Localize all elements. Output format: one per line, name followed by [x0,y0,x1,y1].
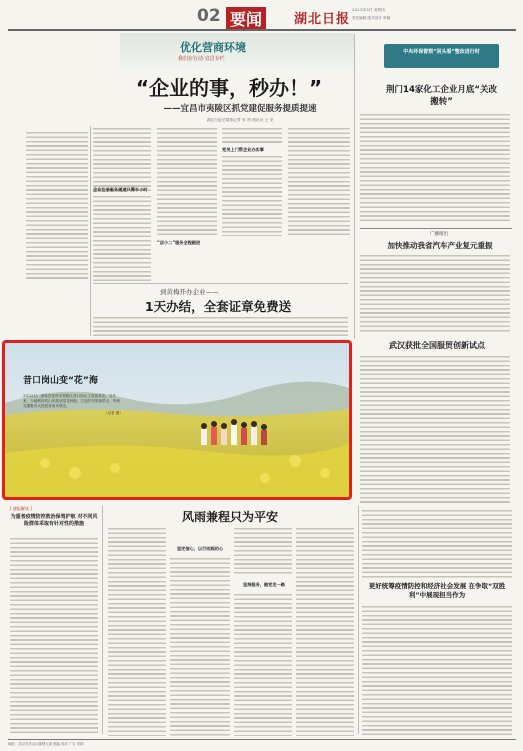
lead-body-col2 [157,126,217,236]
sidebar-mid-headline: 加快推动我省汽车产业复元重振 [387,241,493,250]
lower-center-col4 [296,526,354,736]
sidebar-top-body [360,112,510,222]
newspaper-logo: 湖北日报 [294,12,351,27]
lead-body-col4 [288,126,350,236]
column-rule-right [354,34,355,339]
lead-section-head-2: 党员上门帮企业办实事 [222,147,264,152]
lead-section-head-3: “店小二”服务全程跟进 [157,240,201,245]
lead-section-head-1: 企业注册服务提速只需半小时 [93,187,148,192]
masthead-rule [8,29,516,31]
lower-center-headline: 风雨兼程只为平安 [181,510,278,524]
center-story-kicker: 到黄梅开办企业—— [160,288,219,296]
lead-body-col3 [222,126,282,144]
lead-body-col1b [93,194,151,284]
lead-banner [120,33,355,71]
lower-right-body [362,604,512,736]
lower-center-col1 [108,526,166,736]
photo-credit: （记者 摄） [103,411,123,415]
sidebar-lower-body [360,354,510,504]
center-story-headline: 1天办结，全套证章免费送 [144,299,292,314]
highlighted-photo-feature[interactable] [2,340,352,500]
photo-caption-text: 3月22日，游客在宜昌市夷陵区昔口岗山上赏油菜花。近年来，当地利用荒山发展油菜花种植，打造乡村旅游景点，每到花期吸引大批游客前来观光。 [23,394,121,408]
lead-byline: 湖北日报全媒体记者 张 茜 通讯员 王 安 [206,118,274,122]
section-name: 要闻 [226,7,266,30]
column-rule-lower-left [102,506,103,734]
lower-center-col3b [234,592,292,736]
lower-center-section-2: 坚持服务，跟党走一路 [243,582,285,587]
lower-center-section-1: 坚定信心，以行动践初心 [176,546,224,551]
lower-center-col2 [170,556,230,736]
masthead [0,0,523,30]
footer-text: 地址：武汉市洪山区雄楚大道 邮编 电话 广告 印刷 [8,742,84,746]
lower-left-body [10,536,98,736]
masthead-date: 2023年3月 星期五 [352,8,386,12]
banner-subtitle: 我们在行动·宜昌专栏 [178,56,225,62]
lower-left-kicker: [ 速报解读 ] [10,506,32,511]
photo-caption [23,373,123,416]
lead-subheadline: ——宜昌市夷陵区抓党建促服务提质提速 [163,104,317,114]
sidebar-lower-headline: 武汉获批全国服贸创新试点 [389,341,485,350]
sidebar-mid-rule [360,228,512,229]
sidebar-mid-kicker: 广播推出 [430,232,448,237]
column-rule-left [90,126,91,336]
page-number: 02 [197,6,221,26]
lower-left-headline: 为重者疫情防控救治保驾护航 对不同风险群体采取有针对性的措施 [10,514,98,527]
sidebar-mid-body [360,253,510,333]
photo-caption-title: 昔口岗山变“花”海 [23,376,98,386]
rapeseed-field-photo [5,343,349,497]
sidebar-banner-text: 中央环保督察“回头看”整改进行时 [403,49,480,55]
sidebar-top-headline: 荆门14家化工企业月底“关改搬转” [386,85,497,107]
lead-headline: “企业的事，秒办！” [135,76,323,100]
column-rule-lower-right [358,506,359,734]
sidebar-banner [384,44,499,68]
banner-title: 优化营商环境 [180,41,246,54]
center-story-body [93,315,348,338]
left-col-body [26,130,88,280]
lower-right-headline: 更好统筹疫情防控和经济社会发展 在争取“双胜利”中展现担当作为 [368,582,506,599]
footer-rule [8,739,516,740]
lower-right-body-top [362,508,512,578]
center-story-rule [93,283,348,284]
lead-body-col3b [222,154,282,236]
masthead-editor: 责任编辑 版式设计 审稿 [352,16,391,20]
lower-center-col3 [234,526,292,576]
